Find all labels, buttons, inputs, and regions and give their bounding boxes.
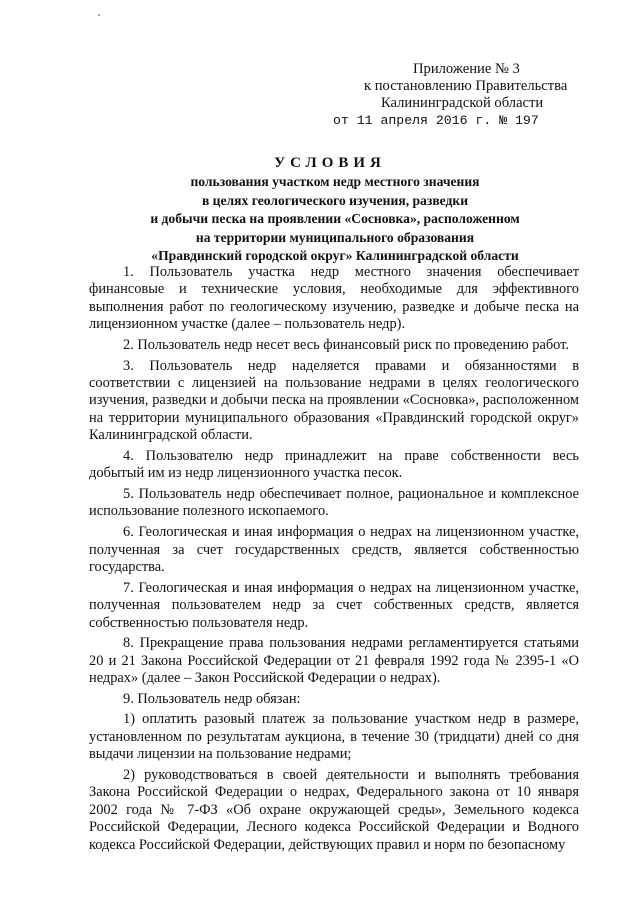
appendix-date-number: от 11 апреля 2016 г. № 197 <box>333 113 539 128</box>
appendix-reference: к постановлению Правительства <box>364 78 568 94</box>
paragraph-5: 5. Пользователь недр обеспечивает полное, рациональное и комплексное использование полезного ископаемого. <box>89 486 579 520</box>
scan-dot <box>98 14 100 16</box>
paragraph-7: 7. Геологическая и иная информация о недрах на лицензионном участке, полученная пользователем недр за счет собственных средств, является собственностью пользователя недр. <box>89 579 579 631</box>
paragraph-2: 2. Пользователь недр несет весь финансовый риск по проведению работ. <box>123 336 569 353</box>
paragraph-8: 8. Прекращение права пользования недрами регламентируется статьями 20 и 21 Закона Российской Федерации от 21 февраля 1992 года № 2395-1 «О недрах» (далее – Закон Российской Федерации о недрах). <box>89 635 579 687</box>
subparagraph-9-2: 2) руководствоваться в своей деятельности и выполнять требования Закона Российской Федерации о недрах, Федерального закона от 10 января 2002 года № 7-ФЗ «Об охране окружающей среды», Земельного кодекса Российской Федерации, Лесного кодекса Российской Федерации и Водного кодекса Российской Федерации, действующих правил и норм по безопасному <box>89 766 579 853</box>
paragraph-9: 9. Пользователь недр обязан: <box>123 690 301 707</box>
title-line: на территории муниципального образования <box>195 229 475 245</box>
paragraph-6: 6. Геологическая и иная информация о недрах на лицензионном участке, полученная за счет государственных средств, является собственностью государства. <box>89 524 579 575</box>
title-heading: УСЛОВИЯ <box>274 155 386 171</box>
title-line: «Правдинский городской округ» Калининградской области <box>151 248 519 264</box>
paragraph-1: 1. Пользователь участка недр местного значения обеспечивает финансовые и технические условия, необходимые для эффективного выполнения работ по геологическому изучению, разведке и добыче песка на лицензионном участке (далее – пользователь недр). <box>89 264 579 333</box>
document-body <box>89 264 579 857</box>
paragraph-4: 4. Пользователю недр принадлежит на праве собственности весь добытый им из недр лицензионного участка песок. <box>89 447 579 482</box>
appendix-header <box>0 61 640 129</box>
title-line: в целях геологического изучения, разведки <box>201 192 469 208</box>
appendix-number: Приложение № 3 <box>413 61 520 77</box>
title-line: и добычи песка на проявлении «Сосновка», расположенном <box>150 211 520 227</box>
appendix-region: Калининградской области <box>381 95 544 111</box>
title-line: пользования участком недр местного значения <box>190 174 480 189</box>
paragraph-3: 3. Пользователь недр наделяется правами и обязанностями в соответствии с лицензией на пользование недрами в целях геологического изучения, разведки и добычи песка на проявлении «Сосновка», расположенном на территории муниципального образования «Правдинский городской округ» Калининградской области. <box>89 357 579 444</box>
document-title <box>0 154 640 266</box>
subparagraph-9-1: 1) оплатить разовый платеж за пользование участком недр в размере, установленном по результатам аукциона, в течение 30 (тридцати) дней со дня выдачи лицензии на пользование недрами; <box>89 711 579 763</box>
